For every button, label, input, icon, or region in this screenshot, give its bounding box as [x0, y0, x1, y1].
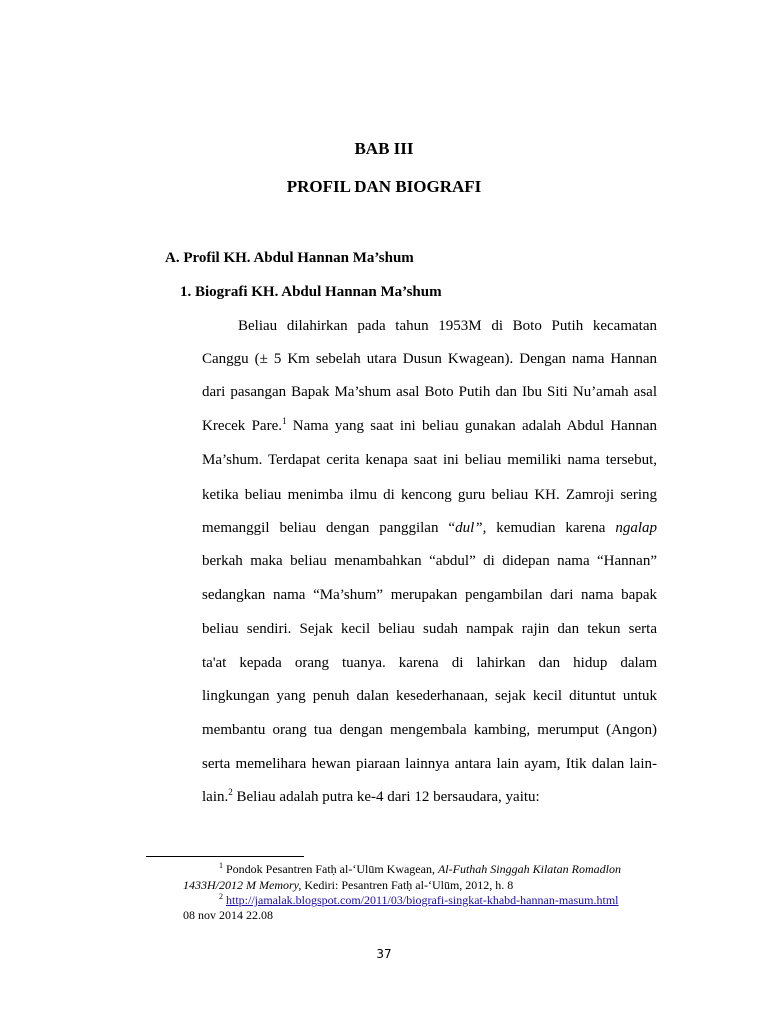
footnote-2-date: 08 nov 2014 22.08: [183, 908, 273, 922]
footnote-1-line-1: [219, 862, 621, 876]
body-line: berkah maka beliau menambahkan “abdul” di didepan nama “Hannan”: [202, 553, 657, 569]
body-line: dari pasangan Bapak Ma’shum asal Boto Putih dan Ibu Siti Nu’amah asal: [202, 384, 657, 400]
body-line: ketika beliau menimba ilmu di kencong guru beliau KH. Zamroji sering: [202, 487, 657, 503]
footnote-ref-2[interactable]: 2: [228, 787, 233, 797]
body-line: [202, 418, 657, 435]
footnote-link[interactable]: http://jamalak.blogspot.com/2011/03/biografi-singkat-khabd-hannan-masum.html: [226, 893, 619, 907]
footnote-text: Pondok Pesantren Fatḥ al-‘Ulūm Kwagean,: [223, 862, 438, 876]
section-heading: A. Profil KH. Abdul Hannan Ma’shum: [165, 250, 414, 266]
body-line: sedangkan nama “Ma’shum” merupakan pengambilan dari nama bapak: [202, 587, 657, 603]
body-line: Canggu (± 5 Km sebelah utara Dusun Kwagean). Dengan nama Hannan: [202, 351, 657, 367]
body-line: Beliau dilahirkan pada tahun 1953M di Boto Putih kecamatan: [238, 318, 657, 334]
body-line: [202, 789, 657, 806]
body-text: Nama yang saat ini beliau gunakan adalah Abdul Hannan: [286, 418, 657, 434]
body-text: kemudian karena: [486, 520, 616, 536]
footnote-2-line-1: [219, 893, 618, 907]
footnote-ref-1[interactable]: 1: [281, 416, 287, 426]
body-text: lain.: [202, 789, 229, 805]
footnote-number: 2: [219, 892, 223, 901]
footnote-book-title: Al-Futhah Singgah Kilatan Romadlon: [437, 862, 621, 876]
body-line: beliau sendiri. Sejak kecil beliau sudah nampak rajin dan tekun serta: [202, 621, 657, 637]
body-text: memanggil beliau dengan panggilan “: [202, 520, 456, 536]
subsection-heading: 1. Biografi KH. Abdul Hannan Ma’shum: [180, 284, 442, 300]
chapter-label: BAB III: [354, 139, 414, 158]
body-line: ta'at kepada orang tuanya. karena di lahirkan dan hidup dalam: [202, 655, 657, 671]
body-line: Ma’shum. Terdapat cerita kenapa saat ini beliau memiliki nama tersebut,: [202, 452, 657, 468]
body-line: serta memelihara hewan piaraan lainnya antara lain ayam, Itik dalan lain-: [202, 756, 657, 772]
italic-term: dul”,: [455, 520, 487, 536]
page-number: 37: [376, 947, 392, 961]
footnote-book-title: 1433H/2012 M Memory,: [183, 878, 302, 892]
body-line: membantu orang tua dengan mengembala kambing, merumput (Angon): [202, 722, 657, 738]
body-text: Krecek Pare.: [202, 418, 282, 434]
body-text: Beliau adalah putra ke-4 dari 12 bersaudara, yaitu:: [232, 789, 540, 805]
italic-term: ngalap: [615, 520, 657, 536]
body-line: lingkungan yang penuh dalan kesederhanaan, sejak kecil dituntut untuk: [202, 688, 657, 704]
footnote-text: Kediri: Pesantren Fatḥ al-‘Ulūm, 2012, h. 8: [301, 878, 514, 892]
footnote-number: 1: [219, 861, 223, 870]
footnote-separator: [146, 856, 304, 857]
body-line: [202, 520, 657, 537]
chapter-title: PROFIL DAN BIOGRAFI: [286, 177, 482, 196]
footnote-1-line-2: [183, 878, 513, 892]
